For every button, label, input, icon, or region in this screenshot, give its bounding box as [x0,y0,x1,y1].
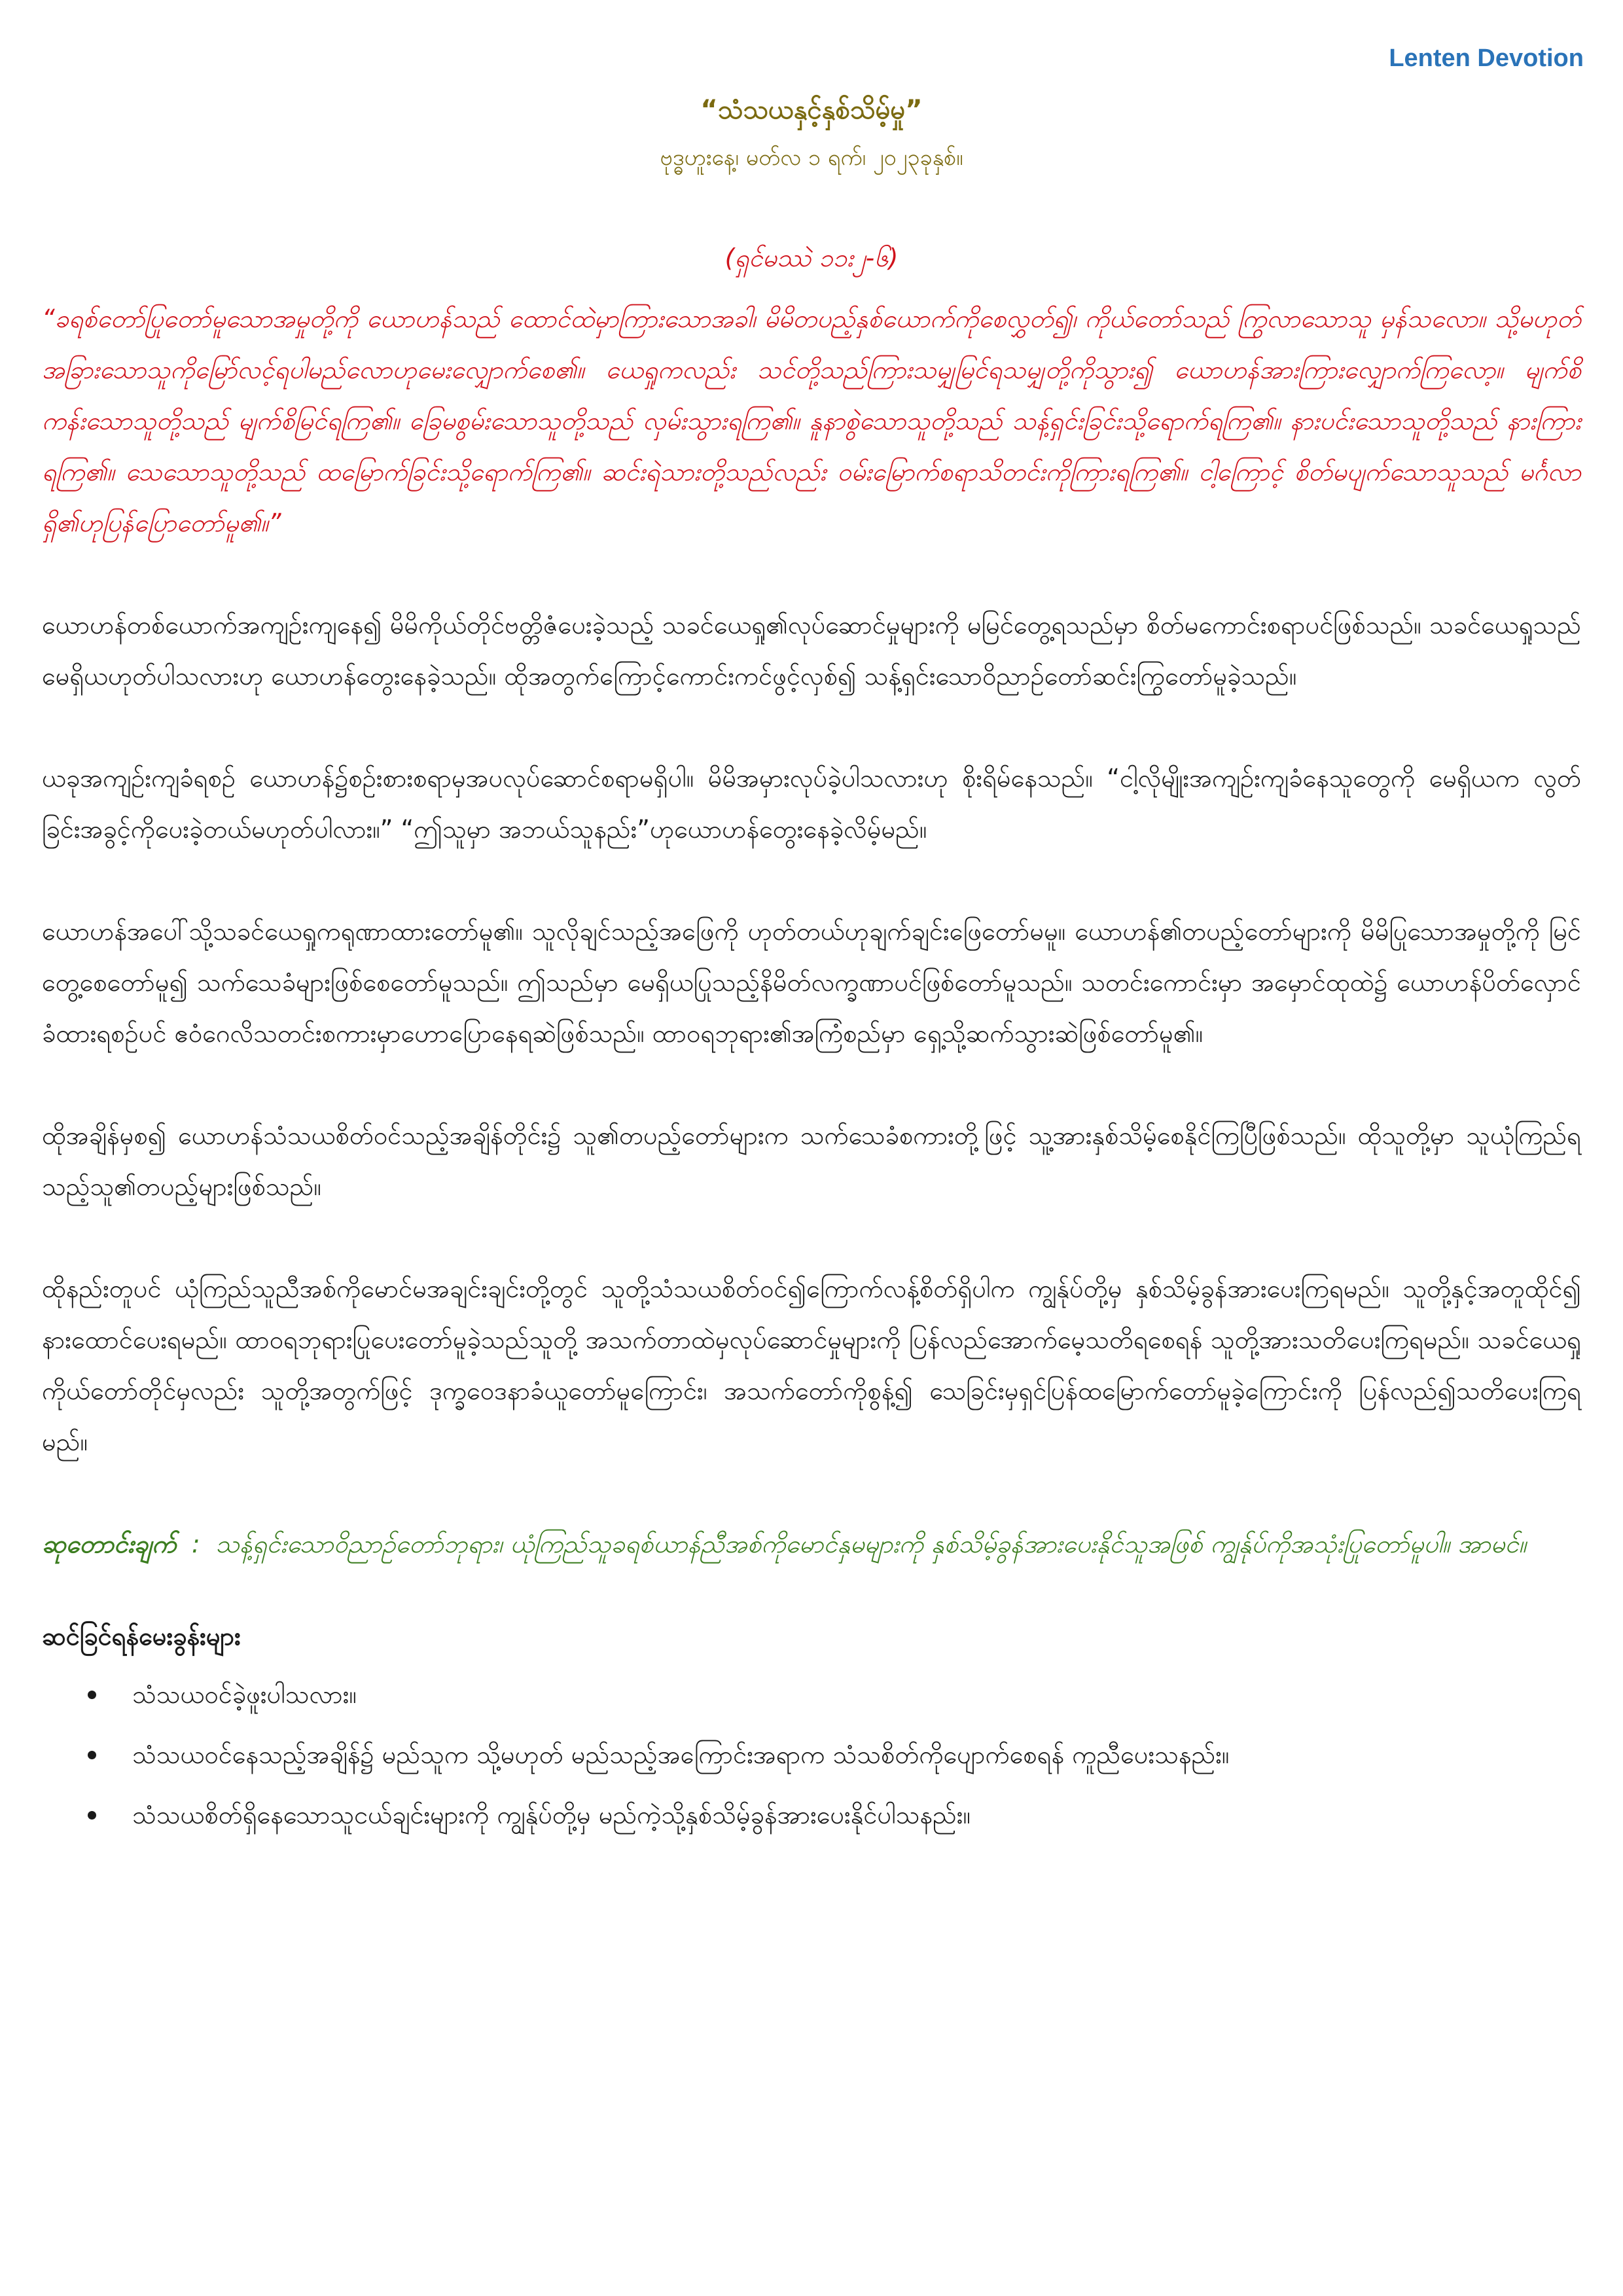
devotion-date: ဗုဒ္ဓဟူးနေ့၊ မတ်လ ၁ ရက်၊ ၂၀၂၃ခုနှစ်။ [660,145,963,171]
devotion-content [42,242,1581,1850]
bullet-icon [88,1811,96,1820]
question-text: သံသယဝင်ခဲ့ဖူးပါသလား။ [132,1680,357,1709]
body-paragraph-5: ထိုနည်းတူပင် ယုံကြည်သူညီအစ်ကိုမောင်မအချင်းချင်းတို့တွင် သူတို့သံသယစိတ်ဝင်၍ကြောက်လန့်စိတ်ရှိပါက ကျွန်ုပ်တို့မှ နှစ်သိမ့်ခွန်အားပေးကြရမည်။ သူတို့နှင့်အတူထိုင်၍ နားထောင်ပေးရမည်။ ထာဝရဘုရားပြုပေးတော်မူခဲ့သည်သူတို့ အသက်တာထဲမှလုပ်ဆောင်မှုများကို ပြန်လည်အောက်မေ့သတိရစေရန် သူတို့အားသတိပေးကြရမည်။ သခင်ယေရှုကိုယ်တော်တိုင်မှလည်း သူတို့အတွက်ဖြင့် ဒုက္ခဝေဒနာခံယူတော်မူကြောင်း၊ အသက်တော်ကိုစွန့်၍ သေခြင်းမှရှင်ပြန်ထမြောက်တော်မူခဲ့ကြောင်းကို ပြန်လည်၍သတိပေးကြရမည်။ [42,1274,1581,1456]
body-paragraph-1: ယောဟန်တစ်ယောက်အကျဉ်းကျနေ၍ မိမိကိုယ်တိုင်ဗတ္တိဇံပေးခဲ့သည့် သခင်ယေရှု၏လုပ်ဆောင်မှုများကို မမြင်တွေ့ရသည်မှာ စိတ်မကောင်းစရာပင်ဖြစ်သည်။ သခင်ယေရှုသည် မေရှိယဟုတ်ပါသလားဟု ယောဟန်တွေးနေခဲ့သည်။ ထိုအတွက်ကြောင့်ကောင်းကင်ဖွင့်လှစ်၍ သန့်ရှင်းသောဝိညာဉ်တော်ဆင်းကြွတော်မူခဲ့သည်။ [42,611,1581,691]
prayer-separator: : [191,1530,200,1558]
bullet-icon [88,1691,96,1699]
lenten-devotion-tag: Lenten Devotion [1389,45,1584,72]
question-item [42,1729,1581,1780]
question-item [42,1789,1581,1840]
scripture-reference: (ရှင်မဿဲ ၁၁း၂-၆) [724,243,899,272]
prayer-label: ဆုတောင်းချက် [42,1530,177,1558]
questions-list [42,1669,1581,1840]
bullet-icon [88,1751,96,1759]
questions-heading: ဆင်ခြင်ရန်မေးခွန်းများ [42,1622,241,1651]
body-paragraph-4: ထိုအချိန်မှစ၍ ယောဟန်သံသယစိတ်ဝင်သည့်အချိန်တိုင်း၌ သူ၏တပည့်တော်များက သက်သေခံစကားတို့ဖြင့် သူ့အားနှစ်သိမ့်စေနိုင်ကြပြီဖြစ်သည်။ ထိုသူတို့မှာ သူယုံကြည်ရသည့်သူ၏တပည့်များဖြစ်သည်။ [42,1121,1581,1201]
body-paragraph-2: ယခုအကျဉ်းကျခံရစဉ် ယောဟန်၌စဉ်းစားစရာမှအပလုပ်ဆောင်စရာမရှိပါ။ မိမိအမှားလုပ်ခဲ့ပါသလားဟု စိုးရိမ်နေသည်။ “ငါ့လိုမျိုးအကျဉ်းကျခံနေသူတွေကို မေရှိယက လွတ်ခြင်းအခွင့်ကိုပေးခဲ့တယ်မဟုတ်ပါလား။” “ဤသူမှာ အဘယ်သူနည်း”ဟုယောဟန်တွေးနေခဲ့လိမ့်မည်။ [42,764,1581,844]
question-text: သံသယစိတ်ရှိနေသောသူငယ်ချင်းများကို ကျွန်ုပ်တို့မှ မည်ကဲ့သို့နှစ်သိမ့်ခွန်အားပေးနိုင်ပါသနည်း။ [132,1801,971,1829]
prayer-text: သန့်ရှင်းသောဝိညာဉ်တော်ဘုရား၊ ယုံကြည်သူခရစ်ယာန်ညီအစ်ကိုမောင်နှမများကို နှစ်သိမ့်ခွန်အားပေးနိုင်သူအဖြစ် ကျွန်ုပ်ကိုအသုံးပြုတော်မူပါ။ အာမင်။ [215,1530,1527,1558]
question-text: သံသယဝင်နေသည့်အချိန်၌ မည်သူက သို့မဟုတ် မည်သည့်အကြောင်းအရာက သံသစိတ်ကိုပျောက်စေရန် ကူညီပေးသနည်း။ [132,1740,1230,1769]
scripture-text: “ခရစ်တော်ပြုတော်မူသောအမှုတို့ကို ယောဟန်သည် ထောင်ထဲမှာကြားသောအခါ၊ မိမိတပည့်နှစ်ယောက်ကိုစေလွှတ်၍၊ ကိုယ်တော်သည် ကြွလာသောသူ မှန်သလော။ သို့မဟုတ် အခြားသောသူကိုမြော်လင့်ရပါမည်လောဟုမေးလျှောက်စေ၏။ ယေရှုကလည်း သင်တို့သည်ကြားသမျှမြင်ရသမျှတို့ကိုသွား၍ ယောဟန်အားကြားလျှောက်ကြလော့။ မျက်စိကန်းသောသူတို့သည် မျက်စိမြင်ရကြ၏။ ခြေမစွမ်းသောသူတို့သည် လှမ်းသွားရကြ၏။ နူနာစွဲသောသူတို့သည် သန့်ရှင်းခြင်းသို့ရောက်ရကြ၏။ နားပင်းသောသူတို့သည် နားကြားရကြ၏။ သေသောသူတို့သည် ထမြောက်ခြင်းသို့ရောက်ကြ၏။ ဆင်းရဲသားတို့သည်လည်း ဝမ်းမြောက်စရာသိတင်းကိုကြားရကြ၏။ ငါ့ကြောင့် စိတ်မပျက်သောသူသည် မင်္ဂလာရှိ၏ဟုပြန်ပြောတော်မူ၏။” [42,304,1581,537]
prayer-block [42,1518,1581,1570]
question-item [42,1669,1581,1720]
body-paragraph-3: ယောဟန်အပေါ်သို့သခင်ယေရှုကရုဏာထားတော်မူ၏။ သူလိုချင်သည့်အဖြေကို ဟုတ်တယ်ဟုချက်ချင်းဖြေတော်မမူ။ ယောဟန်၏တပည့်တော်များကို မိမိပြုသောအမှုတို့ကို မြင်တွေ့စေတော်မူ၍ သက်သေခံများဖြစ်စေတော်မူသည်။ ဤသည်မှာ မေရှိယပြုသည့်နိမိတ်လက္ခဏာပင်ဖြစ်တော်မူသည်။ သတင်းကောင်းမှာ အမှောင်ထုထဲ၌ ယောဟန်ပိတ်လှောင်ခံထားရစဉ်ပင် ဧဝံဂေလိသတင်းစကားမှာဟောပြောနေရဆဲဖြစ်သည်။ ထာဝရဘုရား၏အကြံစည်မှာ ရှေ့သို့ဆက်သွားဆဲဖြစ်တော်မူ၏။ [42,917,1581,1048]
devotion-title: “သံသယနှင့်နှစ်သိမ့်မှု” [700,95,923,125]
